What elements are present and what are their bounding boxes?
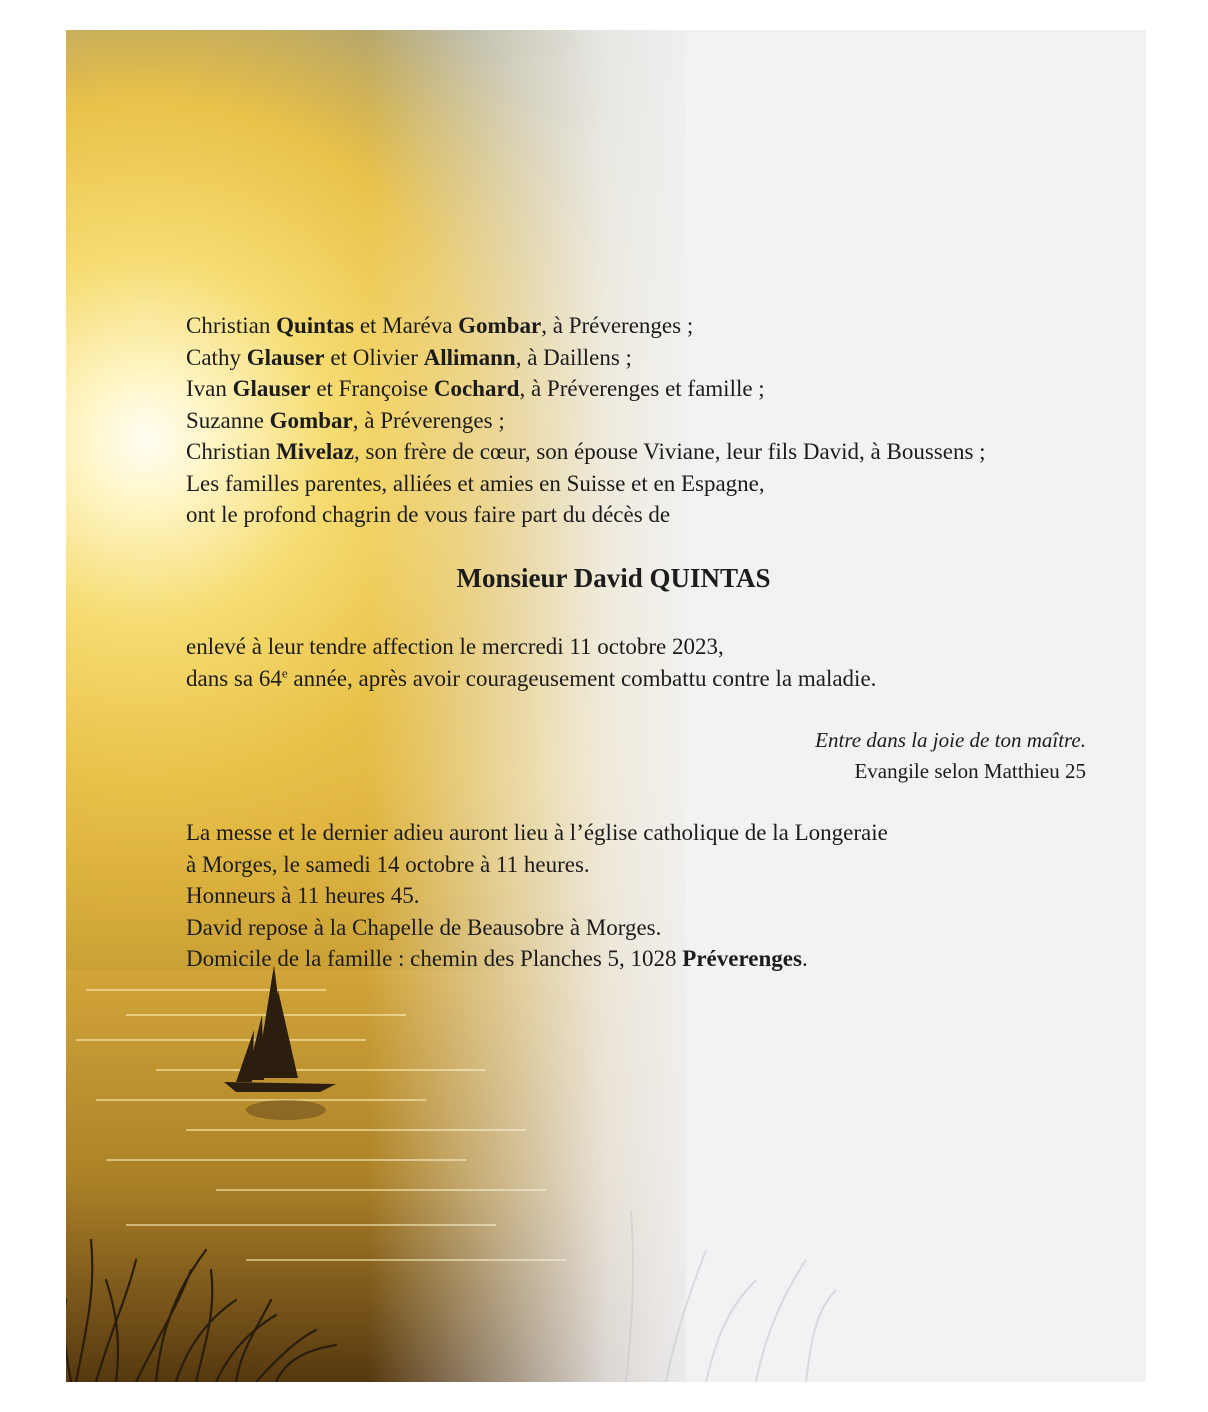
death-announcement [186, 631, 1106, 694]
ceremony-line [186, 817, 1106, 849]
text-segment: , son frère de cœur, son épouse Viviane, leur fils David, à Boussens ; [354, 439, 986, 464]
text-segment: Domicile de la famille : chemin des Planches 5, 1028 [186, 946, 683, 971]
quote-block [815, 725, 1086, 787]
text-segment: Cathy [186, 344, 247, 370]
bold-name: Quintas [276, 313, 355, 338]
text-segment: La messe et le dernier adieu auront lieu à l’église catholique de la Longeraie [186, 820, 888, 845]
ceremony-line [186, 880, 1106, 912]
text-segment: Christian [186, 439, 277, 464]
text-segment: et Maréva [354, 313, 459, 338]
text-segment: , à Daillens ; [515, 344, 632, 370]
sunset-lake-background [66, 30, 1146, 1382]
text-segment: et Françoise [310, 376, 434, 401]
family-line [186, 373, 1106, 405]
text-segment: ont le profond chagrin de vous faire part du décès de [186, 502, 671, 527]
ceremony-line [186, 943, 1106, 975]
family-line [186, 405, 1106, 437]
family-line [186, 436, 1106, 468]
obituary-card [66, 30, 1146, 1382]
bold-name: Glauser [232, 376, 311, 401]
text-segment: Christian [186, 313, 277, 338]
family-line [186, 310, 1106, 342]
bold-name: Gombar [269, 407, 353, 433]
text-segment: à Morges, le samedi 14 octobre à 11 heures. [186, 851, 590, 877]
bold-name: Préverenges [682, 946, 802, 971]
deceased-name: Monsieur David QUINTAS [456, 563, 771, 593]
text-segment: , à Préverenges et famille ; [519, 376, 765, 401]
announcement-line [186, 631, 1106, 663]
text-segment: enlevé à leur tendre affection le mercredi 11 octobre 2023, [186, 634, 724, 659]
ceremony-line [186, 849, 1106, 881]
text-segment: Suzanne [186, 407, 270, 433]
ceremony-details [186, 817, 1106, 975]
superscript: e [281, 664, 288, 680]
announcement-line [186, 663, 1106, 695]
family-line [186, 499, 1106, 531]
bold-name: Gombar [458, 313, 542, 338]
bold-name: Allimann [423, 344, 516, 370]
family-line [186, 342, 1106, 374]
quote-source: Evangile selon Matthieu 25 [854, 759, 1086, 783]
text-segment: dans sa 64 [186, 665, 282, 691]
text-segment: Ivan [186, 376, 233, 401]
text-segment: , à Préverenges ; [352, 407, 505, 433]
family-line [186, 468, 1106, 500]
bold-name: Glauser [246, 344, 325, 370]
family-announcement [186, 310, 1106, 531]
text-segment: David repose à la Chapelle de Beausobre à Morges. [186, 914, 662, 940]
text-segment: . [801, 946, 808, 971]
text-segment: Les familles parentes, alliées et amies en Suisse et en Espagne, [186, 470, 765, 496]
text-segment: , à Préverenges ; [541, 313, 694, 338]
text-segment: et Olivier [324, 344, 424, 370]
text-segment: Honneurs à 11 heures 45. [186, 883, 420, 908]
text-segment: année, après avoir courageusement combattu contre la maladie. [287, 665, 877, 691]
ceremony-line [186, 912, 1106, 944]
bold-name: Cochard [433, 376, 520, 401]
quote-text: Entre dans la joie de ton maître. [815, 728, 1086, 752]
bold-name: Mivelaz [276, 439, 354, 464]
